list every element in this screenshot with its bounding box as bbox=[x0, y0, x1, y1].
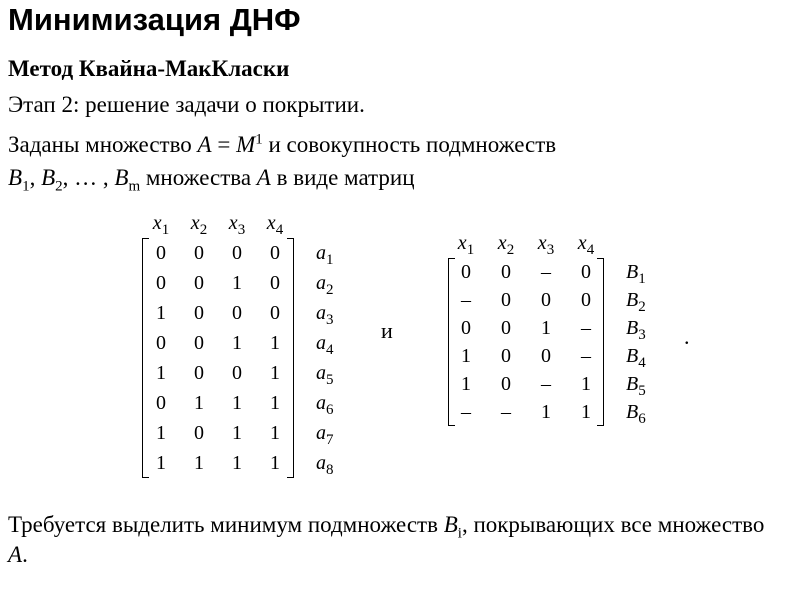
row-label-subscript: 2 bbox=[638, 299, 646, 315]
row-label bbox=[626, 342, 646, 370]
matrix-cell: 0 bbox=[194, 242, 204, 264]
row-label-subscript: 1 bbox=[638, 271, 646, 287]
row-label-subscript: 2 bbox=[326, 282, 334, 298]
matrix-cell: – bbox=[581, 345, 591, 367]
matrix-cell: 0 bbox=[270, 242, 280, 264]
row-label-variable: a bbox=[316, 362, 326, 384]
matrix-cell: 0 bbox=[156, 392, 166, 414]
row-label-subscript: 6 bbox=[326, 402, 334, 418]
given-text-1: Заданы множество bbox=[8, 132, 198, 157]
matrix-cell: 1 bbox=[232, 392, 242, 414]
row-label-subscript: 3 bbox=[326, 312, 334, 328]
matrix-cell: 0 bbox=[232, 362, 242, 384]
matrix-cell: 0 bbox=[194, 332, 204, 354]
matrix-cell: 1 bbox=[270, 332, 280, 354]
row-label bbox=[626, 258, 646, 286]
matrix-b-header-x1 bbox=[446, 232, 486, 258]
matrix-cell: 0 bbox=[541, 289, 551, 311]
matrix-cell: 0 bbox=[541, 345, 551, 367]
matrix-cell: 0 bbox=[156, 332, 166, 354]
row-label-variable: a bbox=[316, 452, 326, 474]
matrix-a-header-x4 bbox=[256, 212, 294, 238]
matrix-cell: 1 bbox=[156, 302, 166, 324]
matrix-b-body bbox=[448, 258, 646, 427]
row-label-variable: B bbox=[626, 345, 639, 367]
matrix-cell: 1 bbox=[194, 452, 204, 474]
matrix-cell: 0 bbox=[156, 242, 166, 264]
header-subscript: 2 bbox=[199, 222, 208, 238]
matrix-cell: 0 bbox=[461, 261, 471, 283]
matrix-cell: – bbox=[581, 317, 591, 339]
matrix-cell: 1 bbox=[581, 401, 591, 423]
row-label bbox=[316, 388, 334, 418]
set-a-symbol-2: A bbox=[256, 165, 271, 190]
matrix-cell: 1 bbox=[232, 272, 242, 294]
matrix-cell: 0 bbox=[501, 261, 511, 283]
matrix-a-header bbox=[142, 212, 302, 238]
matrix-b bbox=[448, 232, 668, 432]
matrix-b-header bbox=[448, 232, 608, 258]
matrix-cell: 0 bbox=[156, 272, 166, 294]
header-subscript: 3 bbox=[237, 222, 246, 238]
bm-subscript: m bbox=[128, 178, 141, 195]
matrix-cell: 0 bbox=[581, 289, 591, 311]
header-subscript: 1 bbox=[466, 242, 475, 258]
row-label bbox=[626, 370, 646, 398]
row-label bbox=[316, 328, 334, 358]
matrix-cell: 1 bbox=[541, 401, 551, 423]
requirement-text-2: , покрывающих все множество bbox=[461, 512, 765, 537]
matrix-cell: 0 bbox=[194, 362, 204, 384]
bm-symbol: B bbox=[114, 165, 129, 190]
matrix-b-header-x2 bbox=[486, 232, 526, 258]
matrix-a bbox=[142, 212, 362, 478]
page-title: Минимизация ДНФ bbox=[8, 2, 301, 37]
matrix-cell: 0 bbox=[232, 302, 242, 324]
row-label bbox=[316, 358, 334, 388]
row-label-variable: a bbox=[316, 242, 326, 264]
matrix-cell: 0 bbox=[270, 272, 280, 294]
matrix-cell: 0 bbox=[194, 422, 204, 444]
row-label bbox=[316, 298, 334, 328]
matrix-a-header-x1 bbox=[142, 212, 180, 238]
row-label bbox=[316, 448, 334, 478]
given-text-3: множества bbox=[140, 165, 257, 190]
given-line-2 bbox=[8, 165, 415, 195]
matrix-cell: – bbox=[541, 261, 551, 283]
row-label-subscript: 1 bbox=[326, 252, 334, 268]
row-label-variable: B bbox=[626, 261, 639, 283]
matrix-period: . bbox=[684, 324, 690, 349]
header-subscript: 1 bbox=[161, 222, 170, 238]
matrix-a-header-x2 bbox=[180, 212, 218, 238]
matrix-cell: 1 bbox=[156, 422, 166, 444]
matrix-cell: 0 bbox=[501, 345, 511, 367]
header-subscript: 2 bbox=[506, 242, 515, 258]
row-label-subscript: 6 bbox=[638, 411, 646, 427]
header-subscript: 4 bbox=[586, 242, 595, 258]
requirement-text-3: . bbox=[22, 542, 28, 567]
header-variable: x bbox=[266, 212, 276, 234]
bi-symbol: B bbox=[443, 512, 458, 537]
matrix-cell: 1 bbox=[461, 373, 471, 395]
header-variable: x bbox=[537, 232, 547, 254]
set-a-symbol-3: A bbox=[8, 542, 23, 567]
matrix-cell: – bbox=[501, 401, 511, 423]
header-variable: x bbox=[497, 232, 507, 254]
row-label-subscript: 3 bbox=[638, 327, 646, 343]
separator-2: , … , bbox=[62, 165, 115, 190]
given-line-1 bbox=[8, 132, 556, 158]
row-label-variable: a bbox=[316, 392, 326, 414]
matrix-cell: 0 bbox=[270, 302, 280, 324]
header-variable: x bbox=[152, 212, 162, 234]
matrix-cell: 1 bbox=[232, 452, 242, 474]
row-label-subscript: 7 bbox=[326, 432, 334, 448]
matrix-a-body bbox=[142, 238, 334, 478]
row-label-subscript: 4 bbox=[326, 342, 334, 358]
stage-text: Этап 2: решение задачи о покрытии. bbox=[8, 92, 365, 117]
equals-sign: = bbox=[211, 132, 237, 157]
separator-1: , bbox=[29, 165, 42, 190]
b1-subscript: 1 bbox=[22, 178, 30, 195]
b2-subscript: 2 bbox=[55, 178, 63, 195]
matrix-cell: 1 bbox=[270, 452, 280, 474]
row-label-variable: B bbox=[626, 401, 639, 423]
set-m-superscript: 1 bbox=[255, 131, 263, 148]
header-subscript: 4 bbox=[275, 222, 284, 238]
b2-symbol: B bbox=[41, 165, 56, 190]
row-label bbox=[626, 286, 646, 314]
row-label-subscript: 5 bbox=[638, 383, 646, 399]
matrix-cell: – bbox=[461, 401, 471, 423]
row-label-variable: B bbox=[626, 317, 639, 339]
bi-subscript: i bbox=[457, 525, 462, 542]
header-variable: x bbox=[577, 232, 587, 254]
row-label-subscript: 8 bbox=[326, 462, 334, 478]
matrix-b-header-x4 bbox=[566, 232, 606, 258]
row-label-variable: B bbox=[626, 373, 639, 395]
matrix-cell: 0 bbox=[232, 242, 242, 264]
matrix-cell: – bbox=[461, 289, 471, 311]
header-variable: x bbox=[457, 232, 467, 254]
matrix-cell: – bbox=[541, 373, 551, 395]
row-label bbox=[316, 268, 334, 298]
matrix-b-header-x3 bbox=[526, 232, 566, 258]
row-label bbox=[316, 418, 334, 448]
row-label bbox=[316, 238, 334, 268]
matrix-cell: 1 bbox=[232, 332, 242, 354]
row-label-variable: a bbox=[316, 302, 326, 324]
requirement-text bbox=[8, 510, 788, 570]
row-label-subscript: 5 bbox=[326, 372, 334, 388]
matrix-cell: 0 bbox=[461, 317, 471, 339]
matrix-cell: 1 bbox=[270, 362, 280, 384]
matrix-cell: 1 bbox=[232, 422, 242, 444]
matrix-cell: 0 bbox=[194, 272, 204, 294]
matrix-cell: 0 bbox=[194, 302, 204, 324]
requirement-text-1: Требуется выделить минимум подмножеств bbox=[8, 512, 444, 537]
matrix-cell: 0 bbox=[501, 373, 511, 395]
set-a-symbol: A bbox=[197, 132, 212, 157]
set-m-symbol: M bbox=[236, 132, 256, 157]
row-label-variable: a bbox=[316, 422, 326, 444]
matrix-cell: 1 bbox=[270, 422, 280, 444]
row-label bbox=[626, 398, 646, 426]
matrix-cell: 1 bbox=[156, 362, 166, 384]
row-label-subscript: 4 bbox=[638, 355, 646, 371]
matrix-cell: 1 bbox=[541, 317, 551, 339]
matrix-a-header-x3 bbox=[218, 212, 256, 238]
matrix-cell: 1 bbox=[270, 392, 280, 414]
matrix-cell: 1 bbox=[156, 452, 166, 474]
method-subtitle: Метод Квайна-МакКласки bbox=[8, 56, 290, 81]
header-subscript: 3 bbox=[546, 242, 555, 258]
row-label bbox=[626, 314, 646, 342]
b1-symbol: B bbox=[8, 165, 23, 190]
and-word: и bbox=[381, 318, 393, 343]
matrix-cell: 0 bbox=[581, 261, 591, 283]
row-label-variable: a bbox=[316, 272, 326, 294]
matrix-cell: 1 bbox=[581, 373, 591, 395]
matrix-cell: 0 bbox=[501, 289, 511, 311]
matrix-cell: 1 bbox=[194, 392, 204, 414]
given-text-2: и совокупность подмножеств bbox=[262, 132, 557, 157]
given-text-4: в виде матриц bbox=[270, 165, 415, 190]
header-variable: x bbox=[190, 212, 200, 234]
header-variable: x bbox=[228, 212, 238, 234]
row-label-variable: a bbox=[316, 332, 326, 354]
matrix-cell: 0 bbox=[501, 317, 511, 339]
matrix-cell: 1 bbox=[461, 345, 471, 367]
row-label-variable: B bbox=[626, 289, 639, 311]
